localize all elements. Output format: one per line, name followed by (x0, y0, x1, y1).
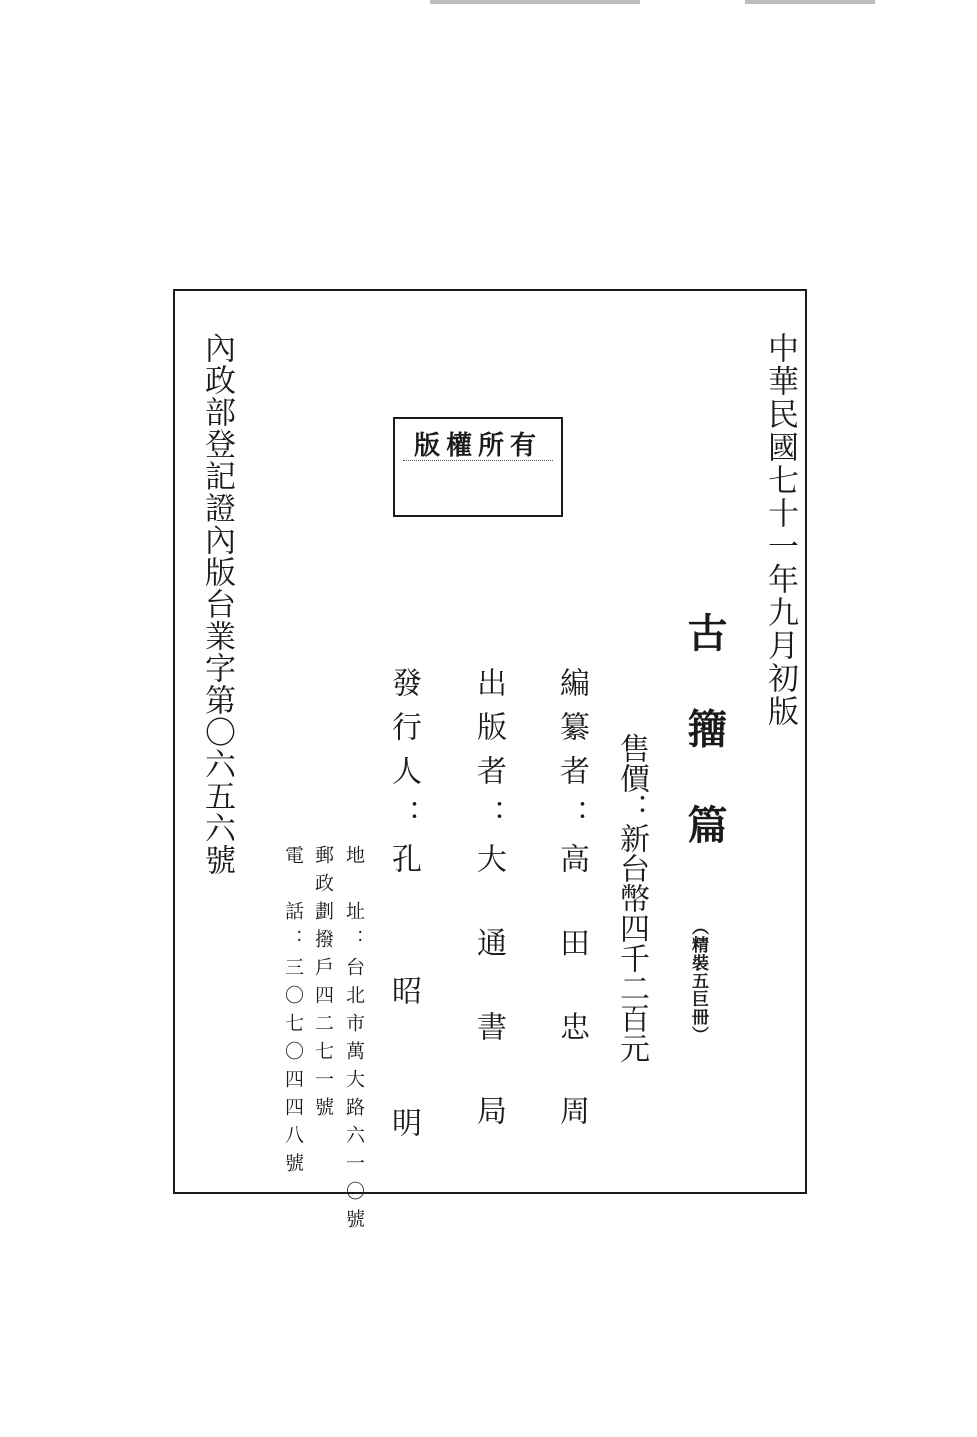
scan-edge-mark (430, 0, 640, 4)
issuer-name: 孔昭明 (386, 843, 421, 1239)
price-value: 新台幣四千二百元 (614, 823, 649, 1063)
copyright-stamp-text: 有所權版 (413, 431, 542, 461)
publisher-name: 大通書局 (471, 843, 506, 1179)
edition-date: 中華民國七十一年九月初版 (762, 332, 798, 728)
book-title: 古籒篇 (681, 612, 728, 900)
publisher-line (466, 667, 510, 1179)
publisher-phone: 電 話：三〇七〇四四八號 (282, 845, 304, 1181)
issuer-label: 發行人： (386, 667, 421, 843)
scan-edge-mark (745, 0, 875, 4)
price-label: 售價： (614, 733, 649, 823)
copyright-stamp (393, 417, 563, 517)
editor-label: 編纂者： (554, 667, 589, 843)
publisher-label: 出版者： (471, 667, 506, 843)
issuer-line (381, 667, 425, 1239)
editor-name: 高田忠周 (554, 843, 589, 1179)
stamp-divider (403, 460, 553, 461)
publisher-address: 地 址：台北市萬大路六一〇號 (343, 845, 365, 1237)
editor-line (549, 667, 593, 1179)
binding-note: （精裝五巨冊） (688, 918, 708, 1044)
price-line (609, 733, 653, 1063)
postal-account: 郵政劃撥戶四二七一號 (312, 845, 334, 1125)
registration-number: 內政部登記證內版台業字第〇六五六號 (199, 332, 235, 876)
